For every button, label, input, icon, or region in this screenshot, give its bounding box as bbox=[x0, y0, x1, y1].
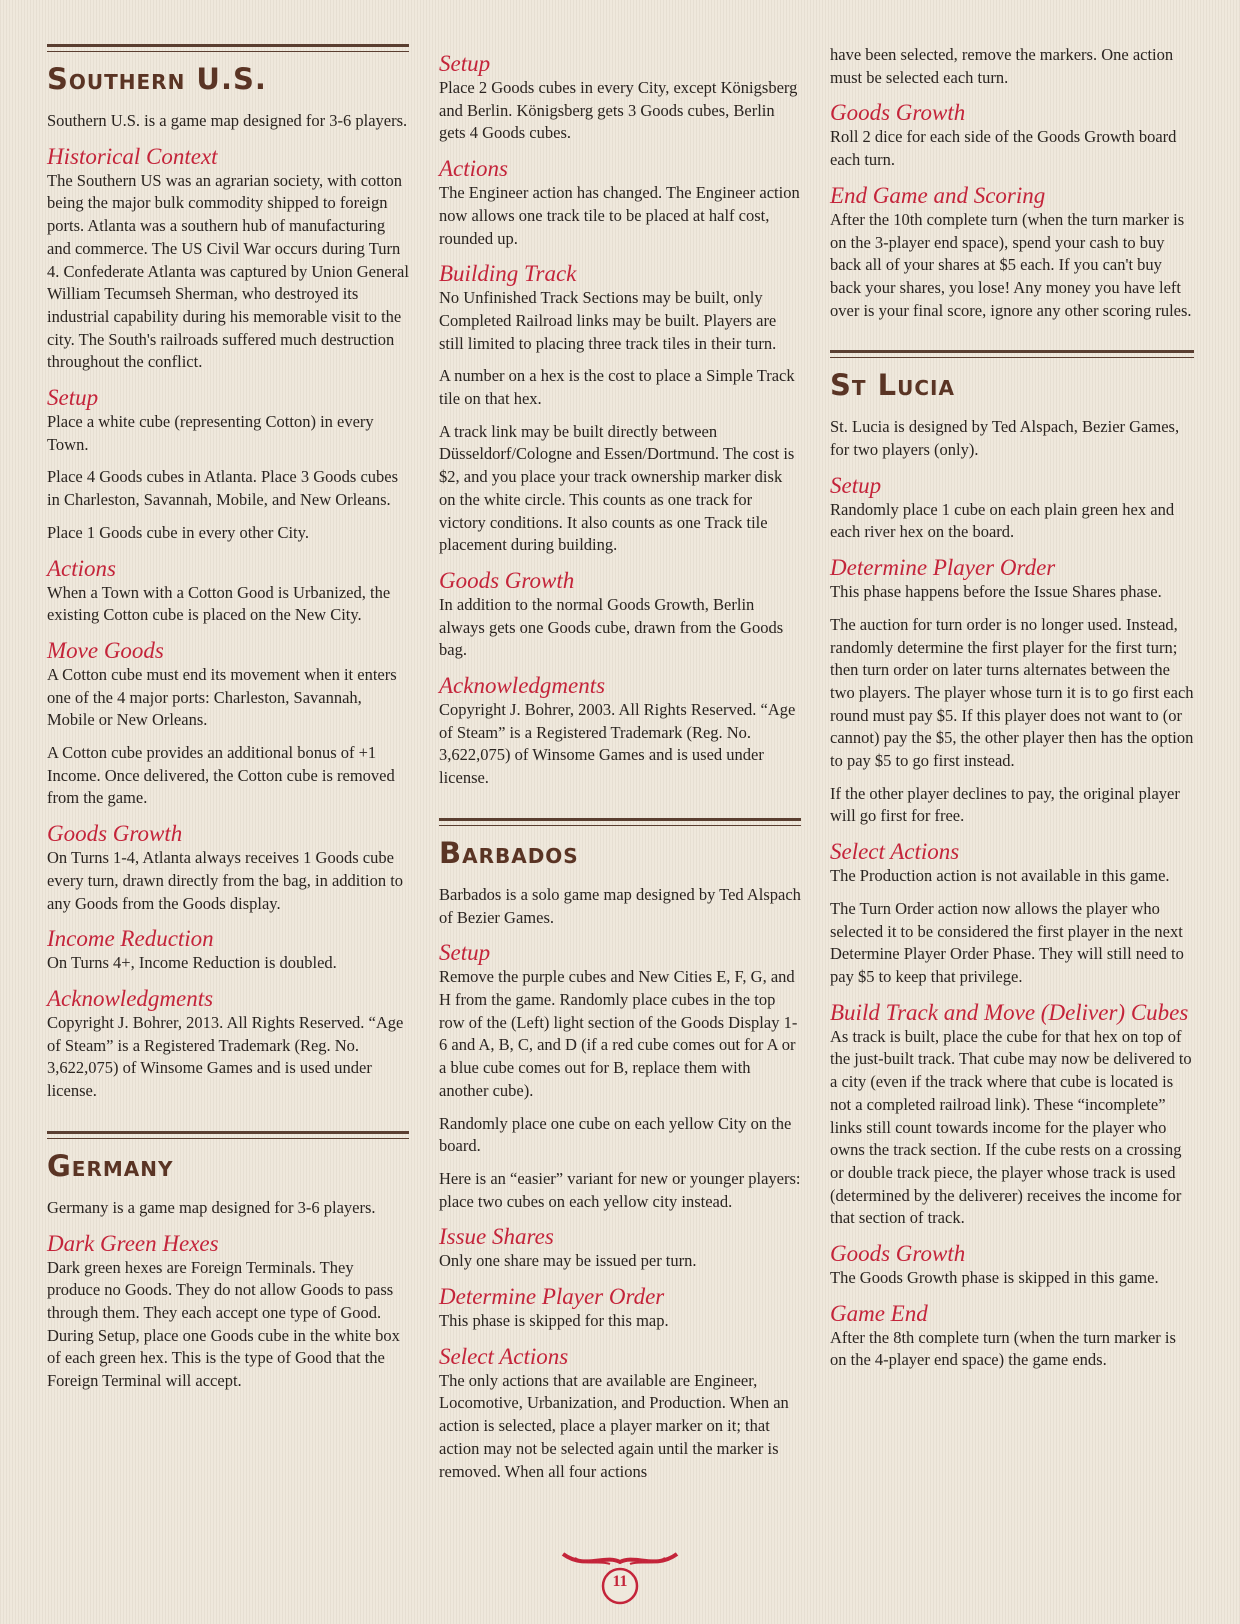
paragraph: Southern U.S. is a game map designed for 3-6 players. bbox=[47, 111, 408, 130]
paragraph: St. Lucia is designed by Ted Alspach, Bezier Games, for two players (only). bbox=[830, 417, 1180, 460]
map-title: Southern U.S. bbox=[47, 62, 267, 96]
section-heading: Select Actions bbox=[830, 839, 960, 865]
map-title: Barbados bbox=[439, 835, 579, 870]
paragraph: When a Town with a Cotton Good is Urbanized, the existing Cotton cube is placed on the New City. bbox=[47, 582, 391, 625]
section-heading: Setup bbox=[830, 472, 882, 498]
paragraph: Place a white cube (representing Cotton) in every Town. bbox=[47, 412, 374, 454]
paragraph: The Turn Order action now allows the player who selected it to be considered the first player in the next Determine Player Order Phase. They will still need to pay $5 to keep that privilege. bbox=[830, 898, 1184, 986]
spacer bbox=[47, 1113, 409, 1131]
spacer bbox=[830, 332, 1194, 350]
spacer bbox=[439, 800, 801, 818]
section-heading: Setup bbox=[439, 51, 491, 76]
paragraph: This phase happens before the Issue Shares phase. bbox=[830, 582, 1162, 602]
paragraph: The only actions that are available are Engineer, Locomotive, Urbanization, and Production. When an action is selected, place a player marker on it; that action may not be selected again until the marker is removed. When all four actions bbox=[439, 1370, 789, 1481]
section-heading: Determine Player Order bbox=[830, 555, 1056, 581]
section-heading: Goods Growth bbox=[47, 821, 183, 847]
paragraph: This phase is skipped for this map. bbox=[439, 1311, 669, 1331]
column-right bbox=[830, 44, 1194, 1382]
paragraph: On Turns 1-4, Atlanta always receives 1 Goods cube every turn, drawn directly from the bag, in addition to any Goods from the Goods display. bbox=[47, 848, 404, 913]
paragraph: A track link may be built directly between Düsseldorf/Cologne and Essen/Dortmund. The cost is $2, and you place your track ownership marker disk on the white circle. This counts as one track for victory conditions. It also counts as one Track tile placement during building. bbox=[439, 421, 795, 555]
paragraph: No Unfinished Track Sections may be built, only Completed Railroad links may be built. Players are still limited to placing three track tiles in their turn. bbox=[439, 288, 777, 353]
paragraph: Randomly place 1 cube on each plain green hex and each river hex on the board. bbox=[830, 499, 1175, 542]
section-heading: Issue Shares bbox=[439, 1224, 554, 1250]
paragraph: Randomly place one cube on each yellow City on the board. bbox=[439, 1113, 792, 1156]
section-heading: Game End bbox=[830, 1300, 928, 1326]
paragraph: Copyright J. Bohrer, 2013. All Rights Reserved. “Age of Steam” is a Registered Trademark (Reg. No. 3,622,075) of Winsome Games and is used under license. bbox=[47, 1012, 404, 1101]
section-heading: Setup bbox=[439, 940, 491, 966]
paragraph: After the 10th complete turn (when the turn marker is on the 3-player end space), spend your cash to buy back all of your shares at $5 each. If you can't buy back your shares, you lose! Any money you have left over is your final score, ignore any other scoring rules. bbox=[830, 209, 1192, 320]
section-heading: Goods Growth bbox=[439, 567, 575, 593]
section-heading: Historical Context bbox=[47, 143, 218, 169]
section-rule bbox=[47, 1131, 409, 1139]
paragraph: Place 1 Goods cube in every other City. bbox=[47, 522, 309, 542]
section-heading: Acknowledgments bbox=[47, 985, 214, 1011]
section-heading: Build Track and Move (Deliver) Cubes bbox=[830, 999, 1189, 1025]
section-heading: Setup bbox=[47, 385, 99, 411]
paragraph: Remove the purple cubes and New Cities E, F, G, and H from the game. Randomly place cubes in the top row of the (Left) light section of the Goods Display 1-6 and A, B, C, and D (if a red cube comes out for A or a blue cube comes out for B, replace them with another cube). bbox=[439, 967, 798, 1100]
section-heading: Actions bbox=[47, 555, 116, 581]
paragraph: A number on a hex is the cost to place a Simple Track tile on that hex. bbox=[439, 366, 795, 409]
paragraph: As track is built, place the cube for that hex on top of the just-built track. That cube may now be delivered to a city (even if the track where that cube is located is not a completed railroad link). These “incomplete” links still count towards income for the player who owns the track section. If the cube rests on a crossing or double track piece, the player whose track is used (determined by the deliverer) receives the income for that section of track. bbox=[830, 1026, 1192, 1228]
paragraph: The Southern US was an agrarian society, with cotton being the major bulk commodity shipped to foreign ports. Atlanta was a southern hub of manufacturing and commerce. The US Civil War occurs during Turn 4. Confederate Atlanta was captured by Union General William Tecumseh Sherman, who destroyed its industrial capability during his memorable visit to the city. The South's railroads suffered much destruction throughout the conflict. bbox=[47, 170, 409, 372]
column-middle bbox=[439, 44, 801, 1493]
paragraph: The Production action is not available in this game. bbox=[830, 866, 1170, 886]
section-heading: Goods Growth bbox=[830, 100, 966, 126]
section-heading: Goods Growth bbox=[830, 1241, 966, 1267]
column-left bbox=[47, 44, 409, 1403]
paragraph: Place 2 Goods cubes in every City, except Königsberg and Berlin. Königsberg gets 3 Goods cubes, Berlin gets 4 Goods cubes. bbox=[439, 78, 798, 143]
section-heading: Move Goods bbox=[47, 637, 164, 663]
section-heading: Determine Player Order bbox=[439, 1284, 665, 1310]
paragraph: have been selected, remove the markers. One action must be selected each turn. bbox=[830, 45, 1174, 87]
paragraph: The Goods Growth phase is skipped in this game. bbox=[830, 1268, 1159, 1288]
paragraph: The auction for turn order is no longer used. Instead, randomly determine the first player for the first turn; then turn order on later turns alternates between the two players. The player whose turn it is to go first each round must pay $5. If this player does not want to (or cannot) pay the $5, the other player then has the option to pay $5 to go first instead. bbox=[830, 614, 1194, 771]
paragraph: Germany is a game map designed for 3-6 players. bbox=[47, 1197, 376, 1217]
paragraph: Roll 2 dice for each side of the Goods Growth board each turn. bbox=[830, 127, 1177, 170]
paragraph: Dark green hexes are Foreign Terminals. They produce no Goods. They do not allow Goods to pass through them. They each accept one type of Good. During Setup, place one Goods cube in the white box of each green hex. This is the type of Good that the Foreign Terminal will accept. bbox=[47, 1257, 400, 1391]
paragraph: On Turns 4+, Income Reduction is doubled. bbox=[47, 953, 337, 973]
section-rule bbox=[830, 350, 1194, 358]
paragraph: In addition to the normal Goods Growth, Berlin always gets one Goods cube, drawn from the Goods bag. bbox=[439, 594, 784, 660]
page-number: 11 bbox=[612, 1573, 628, 1590]
map-title: St Lucia bbox=[830, 368, 955, 403]
section-heading: Income Reduction bbox=[47, 926, 214, 952]
paragraph: Place 4 Goods cubes in Atlanta. Place 3 Goods cubes in Charleston, Savannah, Mobile, and New Orleans. bbox=[47, 467, 399, 510]
section-heading: Actions bbox=[439, 156, 508, 182]
paragraph: If the other player declines to pay, the original player will go first for free. bbox=[830, 783, 1180, 826]
section-heading: End Game and Scoring bbox=[830, 182, 1046, 208]
paragraph: Copyright J. Bohrer, 2003. All Rights Reserved. “Age of Steam” is a Registered Trademark (Reg. No. 3,622,075) of Winsome Games and is used under license. bbox=[439, 700, 796, 788]
section-heading: Dark Green Hexes bbox=[47, 1230, 219, 1256]
section-rule bbox=[47, 44, 409, 52]
paragraph: The Engineer action has changed. The Engineer action now allows one track tile to be placed at half cost, rounded up. bbox=[439, 183, 800, 248]
paragraph: A Cotton cube provides an additional bonus of +1 Income. Once delivered, the Cotton cube is removed from the game. bbox=[47, 743, 395, 808]
map-title: Germany bbox=[47, 1148, 174, 1183]
paragraph: After the 8th complete turn (when the turn marker is on the 4-player end space) the game ends. bbox=[830, 1327, 1176, 1370]
paragraph: Here is an “easier” variant for new or younger players: place two cubes on each yellow city instead. bbox=[439, 1168, 801, 1211]
paragraph: Only one share may be issued per turn. bbox=[439, 1251, 697, 1271]
paragraph: A Cotton cube must end its movement when it enters one of the 4 major ports: Charleston, Savannah, Mobile or New Orleans. bbox=[47, 664, 397, 730]
section-heading: Building Track bbox=[439, 261, 577, 287]
section-heading: Select Actions bbox=[439, 1343, 569, 1369]
paragraph: Barbados is a solo game map designed by Ted Alspach of Bezier Games. bbox=[439, 884, 801, 927]
section-rule bbox=[439, 818, 801, 826]
section-heading: Acknowledgments bbox=[439, 673, 606, 699]
